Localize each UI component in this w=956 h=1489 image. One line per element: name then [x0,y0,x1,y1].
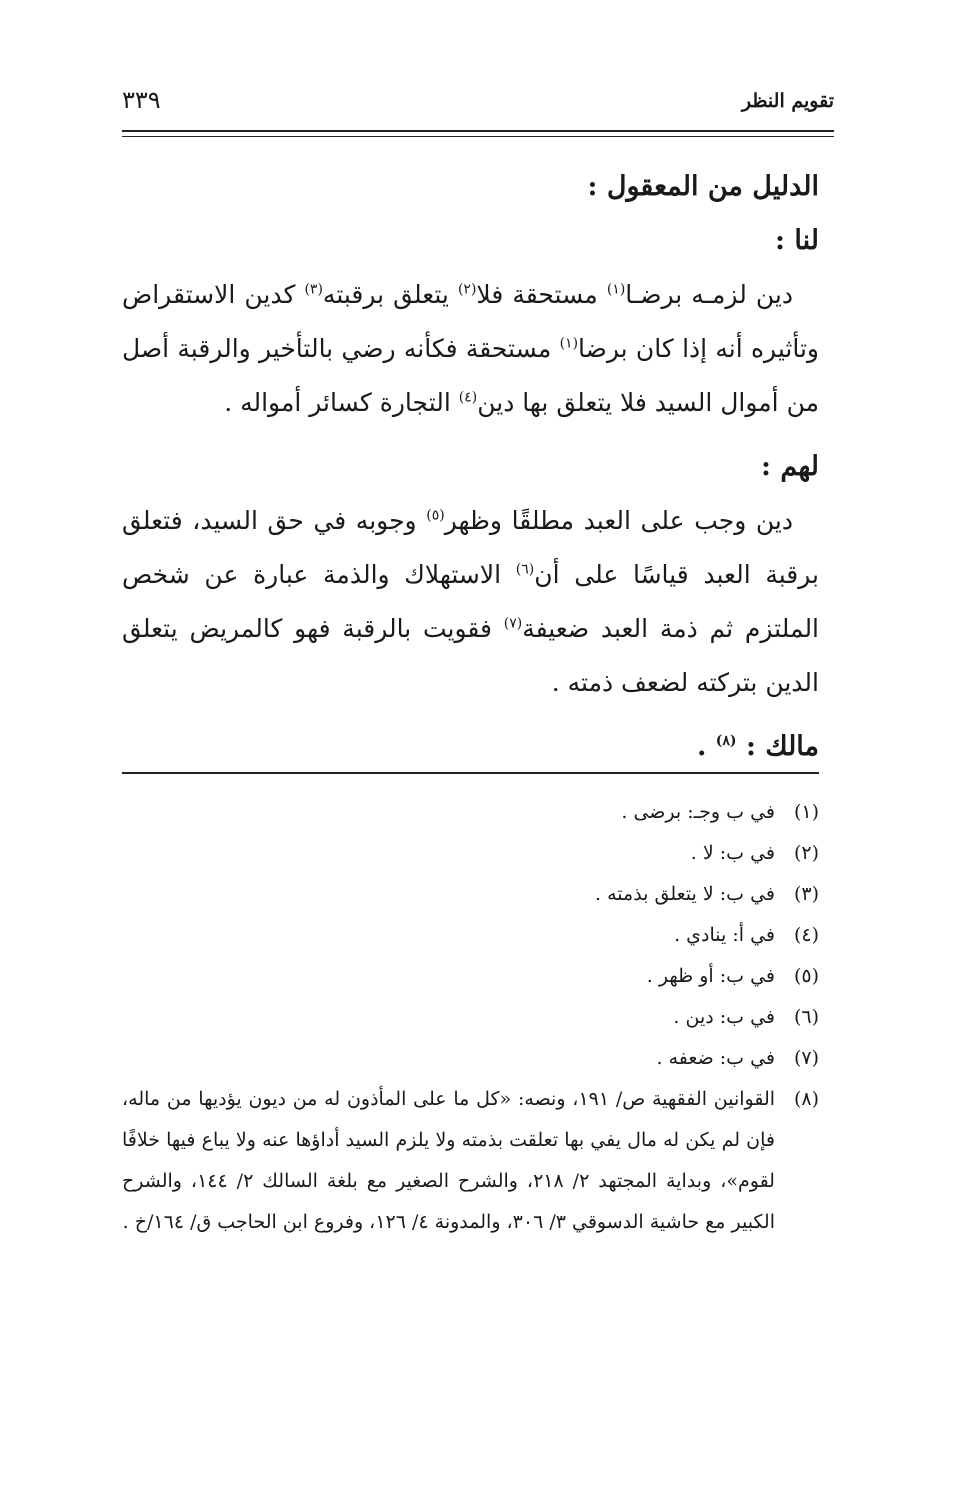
footnote-text: في ب: دين . [673,1006,775,1028]
header-rule [122,130,834,132]
footnote-ref: (٣) [304,281,323,298]
footnote-item [122,915,819,956]
text-run: دين وجب على العبد مطلقًا وظهر [444,506,793,535]
footnote-item [122,833,819,874]
running-title: تقويم النظر [741,90,834,112]
main-text [122,160,819,774]
page-number: ٣٣٩ [122,86,161,114]
footnotes [122,792,819,1243]
footnote-rule [122,772,819,774]
heading-lana: لنا : [775,225,819,256]
footnote-item [122,874,819,915]
malik-end: . [696,731,716,762]
footnote-item [122,997,819,1038]
footnote-ref: (٥) [426,507,445,524]
text-run: دين لزمـه برضـا [625,280,793,309]
text-run: مستحقة فكأنه رضي بالتأخير والرقبة أصل من أموال السيد فلا يتعلق بها دين [122,334,819,417]
footnote-text: في ب: لا . [690,842,775,864]
footnote-ref: (٧) [503,615,523,632]
text-run: التجارة كسائر أمواله . [224,388,459,417]
footnote-number: (٦) [793,1006,819,1028]
text-run: الاستهلاك والذمة عبارة عن شخص الملتزم ثم ذمة العبد ضعيفة [122,560,820,643]
footnote-item [122,956,819,997]
paragraph-lana [122,268,819,430]
footnote-ref: (٤) [458,389,478,406]
footnote-item [122,1079,819,1243]
text-run: كدين الاستقراض وتأثيره أنه إذا كان برضا [122,280,819,363]
paragraph-lahum [122,494,819,710]
footnote-number: (١) [793,801,819,823]
footnote-ref: (٦) [515,561,535,578]
footnote-number: (٨) [793,1088,819,1110]
footnote-number: (٤) [793,924,819,946]
footnote-number: (٣) [793,883,819,905]
footnote-item [122,792,819,833]
footnote-text: القوانين الفقهية ص/ ١٩١، ونصه: «كل ما على المأذون له من ديون يؤديها من ماله، فإن لم يكن له مال يفي بها تعلقت بذمته ولا يلزم السيد أداؤها عنه ولا يباع فيها خلافًا لقوم»، وبداية المجتهد ٢/ ٢١٨، والشرح الصغير مع بلغة السالك ٢/ ١٤٤، والشرح الكبير مع حاشية الدسوقي ٣/ ٣٠٦، والمدونة ٤/ ١٢٦، وفروع ابن الحاجب ق/ ١٦٤/خ . [122,1088,776,1233]
footnote-text: في ب: أو ظهر . [646,965,775,987]
text-run: مستحقة فلا [476,280,607,309]
footnote-text: في ب: لا يتعلق بذمته . [595,883,775,905]
footnote-number: (٥) [793,965,819,987]
footnote-ref: (٢) [457,281,477,298]
page-header [122,86,834,122]
heading-lahum: لهم : [760,451,819,482]
text-run: يتعلق برقبته [322,280,458,309]
footnote-ref: (٨) [715,733,737,749]
footnote-text: في أ: ينادي . [674,924,775,946]
footnote-number: (٢) [793,842,819,864]
footnote-text: في ب: ضعفه . [656,1047,775,1069]
footnote-item [122,1038,819,1079]
text-run: فقويت بالرقبة فهو كالمريض يتعلق الدين بتركته لضعف ذمته . [122,614,819,697]
footnote-number: (٧) [793,1047,819,1069]
footnote-ref: (١) [606,281,626,298]
heading-rational-evidence: الدليل من المعقول : [587,171,819,202]
footnote-text: في ب وجـ: برضى . [621,801,775,823]
header-rule-thin [122,136,834,137]
footnote-ref: (١) [559,335,579,352]
malik-label: مالك : [745,731,819,762]
heading-malik [122,720,819,774]
text-run: وجوبه في حق السيد، فتعلق برقبة العبد قياسًا على أن [122,506,819,589]
